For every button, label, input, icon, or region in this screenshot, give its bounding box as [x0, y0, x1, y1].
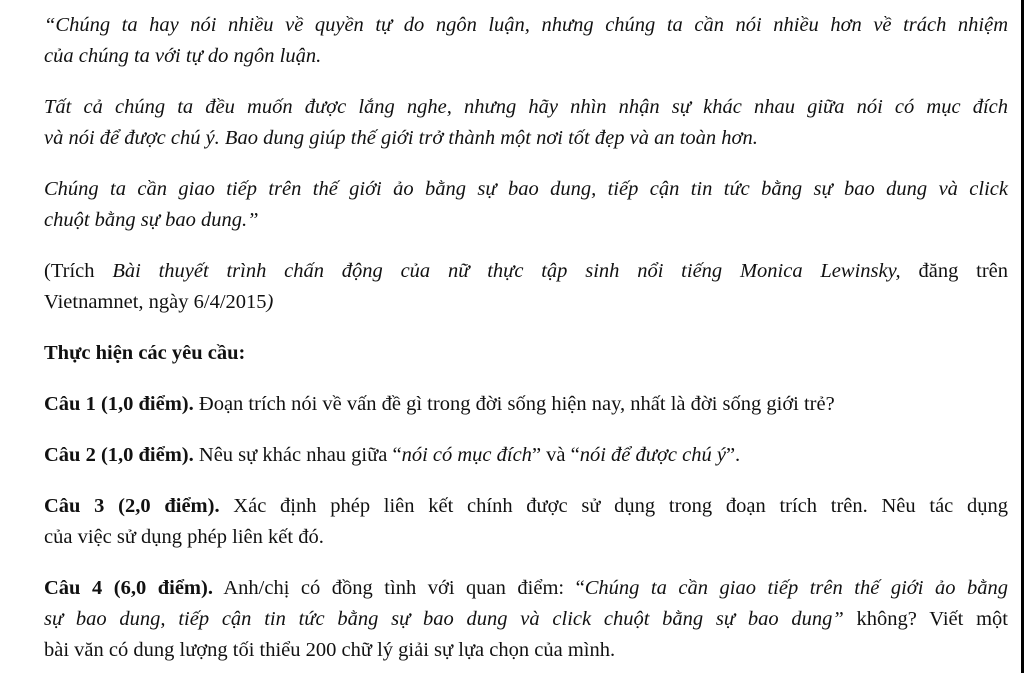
question-4-line2 [44, 604, 1008, 635]
quote-p2-line2: và nói để được chú ý. Bao dung giúp thế giới trở thành một nơi tốt đẹp và an toàn hơn. [44, 127, 758, 149]
quote-p3-line2: chuột bằng sự bao dung.” [44, 209, 259, 231]
question-3-text-line1: Xác định phép liên kết chính được sử dụng trong đoạn trích trên. Nêu tác dụng [219, 495, 1008, 517]
question-1-label: Câu 1 (1,0 điểm). [44, 393, 194, 415]
source-line2 [44, 287, 1008, 318]
question-1-text: Đoạn trích nói về vấn đề gì trong đời sống hiện nay, nhất là đời sống giới trẻ? [193, 393, 835, 415]
requirements-heading: Thực hiện các yêu cầu: [44, 342, 246, 364]
question-3-label: Câu 3 (2,0 điểm). [44, 495, 220, 517]
question-3-line1 [44, 491, 1008, 522]
question-4-italic-line1: Chúng ta cần giao tiếp trên thế giới ảo bằng [584, 577, 1008, 599]
question-1 [44, 389, 1008, 420]
question-2-text-a: Nêu sự khác nhau giữa “ [193, 444, 402, 466]
question-4-line3: bài văn có dung lượng tối thiểu 200 chữ lý giải sự lựa chọn của mình. [44, 639, 616, 661]
question-2 [44, 440, 1008, 471]
source-title: Bài thuyết trình chấn động của nữ thực tập sinh nổi tiếng Monica Lewinsky, [112, 260, 901, 282]
question-2-italic-b: nói để được chú ý [579, 444, 726, 466]
question-4-label: Câu 4 (6,0 điểm). [44, 577, 213, 599]
question-4-line1 [44, 573, 1008, 604]
question-2-italic-a: nói có mục đích [401, 444, 532, 466]
question-3-line2: của việc sử dụng phép liên kết đó. [44, 526, 324, 548]
source-after-title: đăng trên [900, 260, 1009, 282]
quote-p1-line2: của chúng ta với tự do ngôn luận. [44, 45, 322, 67]
quote-p3-line1: Chúng ta cần giao tiếp trên thế giới ảo bằng sự bao dung, tiếp cận tin tức bằng sự bao dung và click [44, 178, 1008, 200]
source-line1 [44, 256, 1008, 287]
question-4-italic-line2: sự bao dung, tiếp cận tin tức bằng sự bao dung và click chuột bằng sự bao dung” [44, 608, 844, 630]
question-4-text-b: không? Viết một [843, 608, 1008, 630]
question-2-text-b: ” và “ [531, 444, 580, 466]
quote-p2-line1: Tất cả chúng ta đều muốn được lắng nghe, nhưng hãy nhìn nhận sự khác nhau giữa nói có mục đích [44, 96, 1008, 118]
question-2-label: Câu 2 (1,0 điểm). [44, 444, 194, 466]
source-date: Vietnamnet, ngày 6/4/2015 [44, 291, 267, 313]
question-2-text-c: ”. [725, 444, 741, 466]
quote-p1-line1: “Chúng ta hay nói nhiều về quyền tự do ngôn luận, nhưng chúng ta cần nói nhiều hơn về trách nhiệm [44, 14, 1008, 36]
source-open: (Trích [44, 260, 113, 282]
source-close: ) [266, 291, 274, 313]
question-4-text-a: Anh/chị có đồng tình với quan điểm: “ [212, 577, 585, 599]
